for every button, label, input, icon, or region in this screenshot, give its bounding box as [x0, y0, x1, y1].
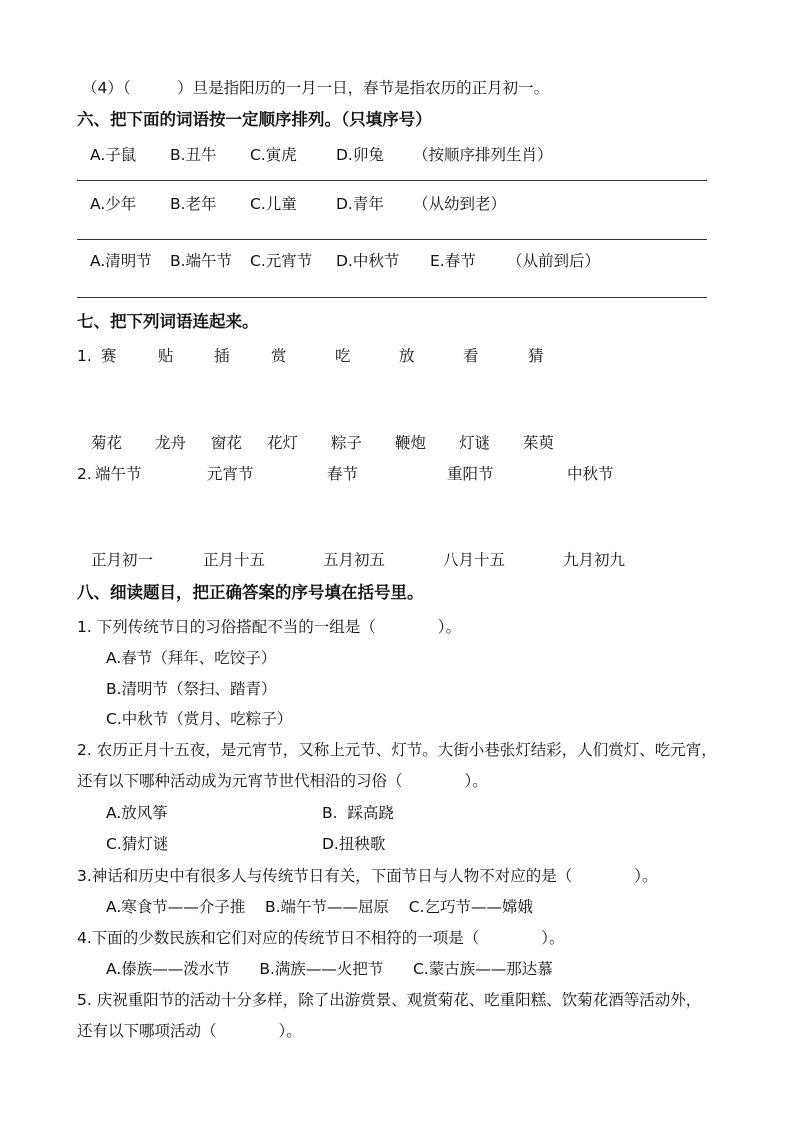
sec6-row1-item-c: C.寅虎	[250, 146, 297, 164]
verb-word[interactable]: 贴	[158, 347, 174, 365]
sec6-row3-item-c: C.元宵节	[250, 252, 313, 270]
festival-word[interactable]: 中秋节	[567, 465, 614, 483]
sec6-row3-item-b: B.端午节	[170, 252, 233, 270]
noun-word[interactable]: 茱萸	[523, 434, 555, 452]
q1-option-c: C.中秋节（赏月、吃粽子）	[106, 710, 293, 728]
sec6-row1-item-a: A.子鼠	[90, 146, 137, 164]
festival-word[interactable]: 元宵节	[207, 465, 254, 483]
sec6-row2-item-a: A.少年	[90, 195, 137, 213]
noun-word[interactable]: 菊花	[91, 434, 123, 452]
q3-stem: 3.神话和历史中有很多人与传统节日有关，下面节日与人物不对应的是（ ）。	[77, 867, 658, 885]
group-2-number: 2.	[77, 465, 92, 483]
date-word[interactable]: 八月十五	[443, 551, 506, 569]
q3-options: A.寒食节——介子推 B.端午节——屈原 C.乞巧节——嫦娥	[106, 898, 533, 916]
q5-stem-line2: 还有以下哪项活动（ ）。	[77, 1022, 302, 1040]
sec6-row2-item-b: B.老年	[170, 195, 217, 213]
q4-stem: 4.下面的少数民族和它们对应的传统节日不相符的一项是（ ）。	[77, 929, 565, 947]
section-8-title: 八、细读题目，把正确答案的序号填在括号里。	[77, 583, 424, 602]
sec6-row3-item-e: E.春节	[430, 252, 476, 270]
q2-stem-line2: 还有以下哪种活动成为元宵节世代相沿的习俗（ ）。	[77, 772, 488, 790]
festival-word[interactable]: 端午节	[95, 465, 142, 483]
sec6-row2-item-c: C.儿童	[250, 195, 297, 213]
q1-option-b: B.清明节（祭扫、踏青）	[106, 680, 277, 698]
verb-word[interactable]: 放	[399, 347, 415, 365]
group-1-number: 1.	[77, 347, 92, 365]
answer-line[interactable]	[77, 239, 707, 240]
question-4-line: （4）（ ）旦是指阳历的一月一日，春节是指农历的正月初一。	[82, 79, 550, 97]
sec6-row3-note: （从前到后）	[507, 252, 601, 270]
q1-stem: 1. 下列传统节日的习俗搭配不当的一组是（ ）。	[77, 618, 461, 636]
answer-line[interactable]	[77, 297, 707, 298]
q2-option-b: B. 踩高跷	[322, 804, 394, 822]
q5-stem-line1: 5. 庆祝重阳节的活动十分多样，除了出游赏景、观赏菊花、吃重阳糕、饮菊花酒等活动外，	[77, 991, 702, 1009]
verb-word[interactable]: 看	[463, 347, 479, 365]
noun-word[interactable]: 窗花	[211, 434, 243, 452]
date-word[interactable]: 九月初九	[563, 551, 626, 569]
q2-option-d: D.扭秧歌	[322, 835, 386, 853]
sec6-row1-item-b: B.丑牛	[170, 146, 217, 164]
verb-word[interactable]: 猜	[528, 347, 544, 365]
q2-option-c: C.猜灯谜	[106, 835, 169, 853]
festival-word[interactable]: 春节	[327, 465, 359, 483]
q2-option-a: A.放风筝	[106, 804, 168, 822]
section-6-title: 六、把下面的词语按一定顺序排列。（只填序号）	[77, 110, 432, 129]
verb-word[interactable]: 赛	[101, 347, 117, 365]
date-word[interactable]: 正月初一	[91, 551, 154, 569]
verb-word[interactable]: 插	[214, 347, 230, 365]
section-7-title: 七、把下列词语连起来。	[77, 312, 259, 331]
noun-word[interactable]: 灯谜	[459, 434, 491, 452]
sec6-row1-note: （按顺序排列生肖）	[413, 146, 553, 164]
verb-word[interactable]: 赏	[271, 347, 287, 365]
noun-word[interactable]: 鞭炮	[395, 434, 427, 452]
sec6-row2-note: （从幼到老）	[413, 195, 507, 213]
date-word[interactable]: 正月十五	[203, 551, 266, 569]
sec6-row3-item-d: D.中秋节	[336, 252, 400, 270]
sec6-row3-item-a: A.清明节	[90, 252, 152, 270]
noun-word[interactable]: 花灯	[267, 434, 299, 452]
q2-stem-line1: 2. 农历正月十五夜，是元宵节，又称上元节、灯节。大街小巷张灯结彩，人们赏灯、吃元宵，	[77, 741, 717, 759]
festival-word[interactable]: 重阳节	[447, 465, 494, 483]
answer-line[interactable]	[77, 180, 707, 181]
sec6-row1-item-d: D.卯兔	[336, 146, 384, 164]
noun-word[interactable]: 龙舟	[155, 434, 187, 452]
verb-word[interactable]: 吃	[335, 347, 351, 365]
q4-options: A.傣族——泼水节 B.满族——火把节 C.蒙古族——那达慕	[106, 960, 553, 978]
q1-option-a: A.春节（拜年、吃饺子）	[106, 649, 277, 667]
sec6-row2-item-d: D.青年	[336, 195, 384, 213]
date-word[interactable]: 五月初五	[323, 551, 386, 569]
noun-word[interactable]: 粽子	[331, 434, 363, 452]
